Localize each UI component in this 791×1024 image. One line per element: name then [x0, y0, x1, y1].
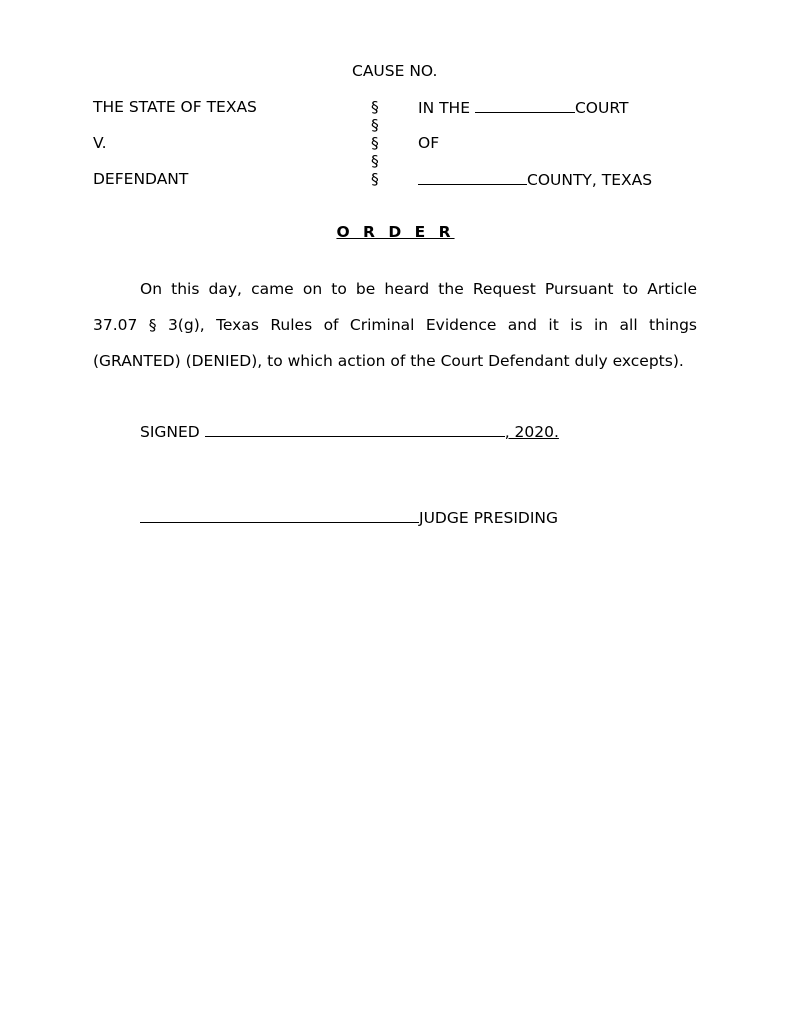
- cause-number-label: CAUSE NO.: [352, 62, 438, 80]
- caption-court-prefix: IN THE: [418, 99, 471, 117]
- caption-county-suffix: COUNTY, TEXAS: [527, 171, 653, 189]
- signed-line: [140, 422, 559, 441]
- order-body-line: (GRANTED) (DENIED), to which action of the Court Defendant duly excepts).: [93, 352, 684, 370]
- section-symbol: §: [371, 116, 379, 134]
- order-title: [0, 223, 791, 241]
- county-blank-line: [418, 170, 527, 185]
- judge-signature-line: [140, 508, 558, 527]
- signed-date-blank: [205, 422, 505, 437]
- caption-defendant: DEFENDANT: [93, 170, 189, 188]
- caption-court: [418, 98, 628, 117]
- caption-of: OF: [418, 134, 440, 152]
- caption-plaintiff: THE STATE OF TEXAS: [93, 98, 257, 116]
- caption-county: [418, 170, 652, 189]
- caption-versus: V.: [93, 134, 107, 152]
- section-symbol: §: [371, 98, 379, 116]
- judge-signature-blank: [140, 508, 419, 523]
- order-title-text: O R D E R: [336, 223, 455, 241]
- caption-court-suffix: COURT: [574, 99, 629, 117]
- order-body: [93, 271, 697, 379]
- judge-presiding-label: JUDGE PRESIDING: [419, 509, 559, 527]
- section-symbol: §: [371, 152, 379, 170]
- order-body-line: 37.07 § 3(g), Texas Rules of Criminal Evidence and it is in all things: [93, 316, 697, 334]
- signed-label: SIGNED: [140, 423, 200, 441]
- court-blank-line: [475, 98, 575, 113]
- signed-year: , 2020.: [504, 423, 559, 441]
- section-symbol: §: [371, 170, 379, 188]
- order-body-line: On this day, came on to be heard the Request Pursuant to Article: [140, 280, 697, 298]
- section-symbol: §: [371, 134, 379, 152]
